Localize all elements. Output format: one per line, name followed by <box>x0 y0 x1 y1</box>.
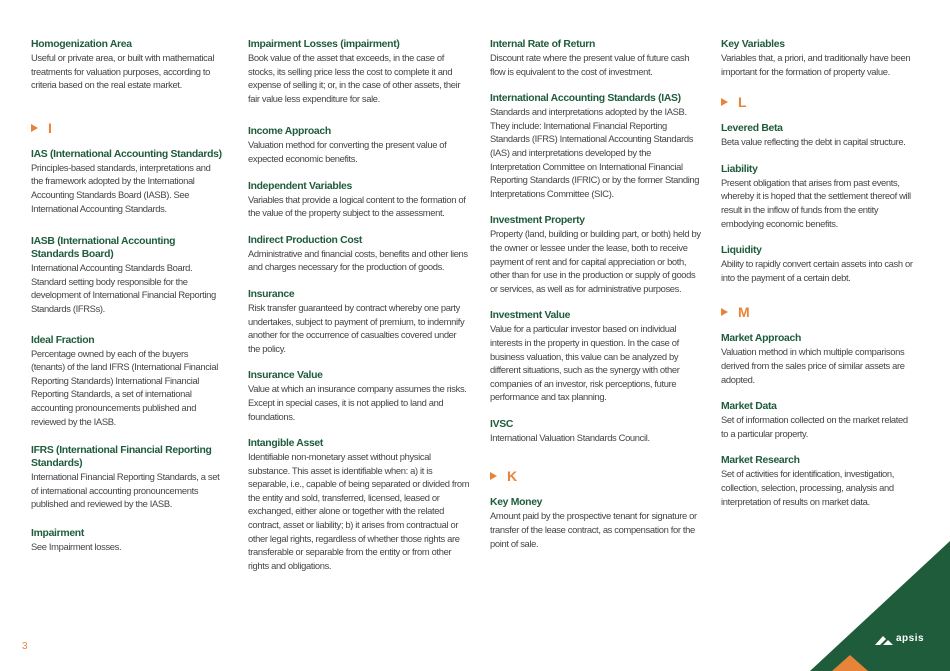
term-title: Impairment <box>31 527 85 539</box>
glossary-entry <box>248 234 470 274</box>
logo-icon <box>874 634 894 646</box>
term-definition: Set of information collected on the market related to a particular property. <box>721 414 908 439</box>
triangle-arrow-icon <box>721 98 728 106</box>
term-title: Key Money <box>490 497 543 509</box>
term-definition: Useful or private area, or built with mathematical treatments for valuation purposes, according to criteria based on the real estate market. <box>31 52 215 91</box>
glossary-entry <box>31 235 223 315</box>
logo-text: apsis <box>896 633 925 644</box>
term-definition: Value for a particular investor based on individual interests in the property in question. In the case of business valuation, this value can be analyzed by different situations, such as the synergy with other companies of an investor, risk perceptions, future performance and tax planning. <box>490 323 680 403</box>
glossary-entry <box>721 332 916 386</box>
triangle-arrow-icon <box>721 308 728 316</box>
glossary-entry <box>31 334 223 429</box>
term-title: International Accounting Standards (IAS) <box>490 93 681 105</box>
term-title: Market Data <box>721 401 777 413</box>
term-title: Income Approach <box>248 126 331 138</box>
glossary-entry <box>248 180 470 220</box>
term-title: Investment Property <box>490 215 585 227</box>
term-title: Investment Value <box>490 310 571 322</box>
term-definition: Property (land, building or building part, or both) held by the owner or lessee under the lease, both to receive payment of rent and for capital appreciation or both, other than for use in the production or supply of goods or services, as well as for administrative purposes. <box>490 228 701 294</box>
triangle-arrow-icon <box>31 124 38 132</box>
glossary-entry <box>248 288 470 355</box>
term-title: IVSC <box>490 418 514 430</box>
glossary-entry <box>721 454 916 508</box>
term-title: Levered Beta <box>721 123 783 135</box>
term-title: Ideal Fraction <box>31 334 95 346</box>
term-title: Market Approach <box>721 333 801 345</box>
letter-heading <box>490 466 702 486</box>
glossary-entry <box>248 369 470 423</box>
term-definition: Percentage owned by each of the buyers (tenants) of the land IFRS (International Financial Reporting Standards) International Financial Reporting Standards, a set of international accounting pronouncements published and reviewed by the IASB. <box>31 347 218 427</box>
term-title: Indirect Production Cost <box>248 234 363 246</box>
glossary-entry <box>721 244 916 284</box>
term-title: Internal Rate of Return <box>490 39 596 50</box>
glossary-entry <box>31 38 223 92</box>
term-definition: Present obligation that arises from past events, whereby it is hoped that the settlement thereof will result in the inflow of funds from the entity embodying economic benefits. <box>721 176 911 229</box>
term-title: Insurance <box>248 288 295 300</box>
glossary-column-4 <box>721 38 916 521</box>
glossary-entry <box>31 148 223 215</box>
term-title: IASB (International Accounting Standards Board) <box>31 236 176 261</box>
letter-heading <box>721 302 916 322</box>
term-title: Intangible Asset <box>248 438 324 450</box>
term-title: IFRS (International Financial Reporting Standards) <box>31 445 212 470</box>
term-definition: Set of activities for identification, investigation, collection, selection, processing, analysis and interpretation of results on market data. <box>721 468 895 507</box>
term-title: Market Research <box>721 455 800 467</box>
term-title: Independent Variables <box>248 180 352 192</box>
term-definition: Identifiable non-monetary asset without physical substance. This asset is identifiable when: a) it is separable, i.e., capable of being separated or divided from the entity and sold, transferred, licensed, leased or exchanged, either alone or together with the related contract, asset or liability; b) it arises from contractual or other legal rights, regardless of whether those rights are transferable or separable from the entity or from other rights and obligations. <box>248 451 470 571</box>
term-definition: See Impairment losses. <box>31 540 122 552</box>
term-definition: Valuation method in which multiple comparisons derived from the sales price of similar assets are adopted. <box>721 346 905 385</box>
term-definition: Standards and interpretations adopted by the IASB. They include: International Financial Reporting Standards (IFRS) International Accounting Standards (IAS) and interpretations developed by the Interpretation Committee on International Financial Reporting Standards (IFRIC) or by the former Standing Interpretations Committee (SIC). <box>490 106 700 199</box>
term-title: Liability <box>721 163 758 175</box>
glossary-entry <box>248 38 470 105</box>
term-definition: International Financial Reporting Standards, a set of international accounting pronouncements published and reviewed by the IASB. <box>31 471 220 510</box>
glossary-entry <box>721 122 916 149</box>
term-title: Impairment Losses (impairment) <box>248 39 400 50</box>
term-title: Liquidity <box>721 245 762 257</box>
glossary-entry <box>490 92 702 200</box>
glossary-entry <box>721 38 916 78</box>
term-title: Homogenization Area <box>31 39 132 50</box>
term-title: Key Variables <box>721 39 785 50</box>
glossary-entry <box>490 418 702 445</box>
glossary-entry <box>31 527 223 554</box>
glossary-entry <box>248 437 470 572</box>
term-definition: Variables that provide a logical content to the formation of the value of the property subject to the assessment. <box>248 193 466 219</box>
glossary-entry <box>490 38 702 78</box>
glossary-entry <box>248 125 470 165</box>
term-definition: Ability to rapidly convert certain assets into cash or into the payment of a certain debt. <box>721 258 913 283</box>
term-definition: International Valuation Standards Council. <box>490 431 650 443</box>
term-definition: Variables that, a priori, and traditionally have been important for the formation of property value. <box>721 52 911 77</box>
term-definition: Beta value reflecting the debt in capital structure. <box>721 136 906 148</box>
term-definition: Administrative and financial costs, benefits and other liens and charges necessary for the production of goods. <box>248 247 468 273</box>
glossary-column-2 <box>248 38 470 585</box>
term-title: IAS (International Accounting Standards) <box>31 148 222 160</box>
glossary-entry <box>490 214 702 295</box>
term-definition: Risk transfer guaranteed by contract whereby one party undertakes, subject to payment of premium, to indemnify another for the occurrence of casualties covered under the policy. <box>248 301 465 354</box>
term-definition: International Accounting Standards Board. Standard setting body responsible for the development of International Financial Reporting Standards (IFRSs). <box>31 262 216 314</box>
glossary-entry <box>31 444 223 511</box>
term-title: Insurance Value <box>248 370 323 382</box>
glossary-entry <box>490 309 702 404</box>
letter-label: I <box>48 119 52 136</box>
glossary-entry <box>721 163 916 230</box>
letter-label: M <box>738 304 750 321</box>
term-definition: Valuation method for converting the present value of expected economic benefits. <box>248 139 447 164</box>
term-definition: Book value of the asset that exceeds, in the case of stocks, its selling price less the cost to complete it and expense of selling it; or, in the case of other assets, their fair value less expenditure for sale. <box>248 52 461 104</box>
glossary-entry <box>490 496 702 550</box>
letter-heading <box>31 118 223 138</box>
corner-green-triangle <box>810 541 950 671</box>
term-definition: Value at which an insurance company assumes the risks. Except in special cases, it is not applied to land and foundations. <box>248 383 467 422</box>
corner-decoration <box>810 541 950 671</box>
triangle-arrow-icon <box>490 472 497 480</box>
glossary-column-3 <box>490 38 702 563</box>
term-definition: Discount rate where the present value of future cash flow is equivalent to the cost of investment. <box>490 52 690 77</box>
term-definition: Principles-based standards, interpretations and the framework adopted by the International Accounting Standards Board (IASB). See International Accounting Standards. <box>31 161 211 214</box>
letter-label: L <box>738 94 747 111</box>
letter-heading <box>721 92 916 112</box>
glossary-entry <box>721 400 916 440</box>
term-definition: Amount paid by the prospective tenant for signature or transfer of the lease contract, as compensation for the point of sale. <box>490 510 697 549</box>
letter-label: K <box>507 468 518 485</box>
page-number: 3 <box>22 641 28 652</box>
glossary-column-1 <box>31 38 223 566</box>
